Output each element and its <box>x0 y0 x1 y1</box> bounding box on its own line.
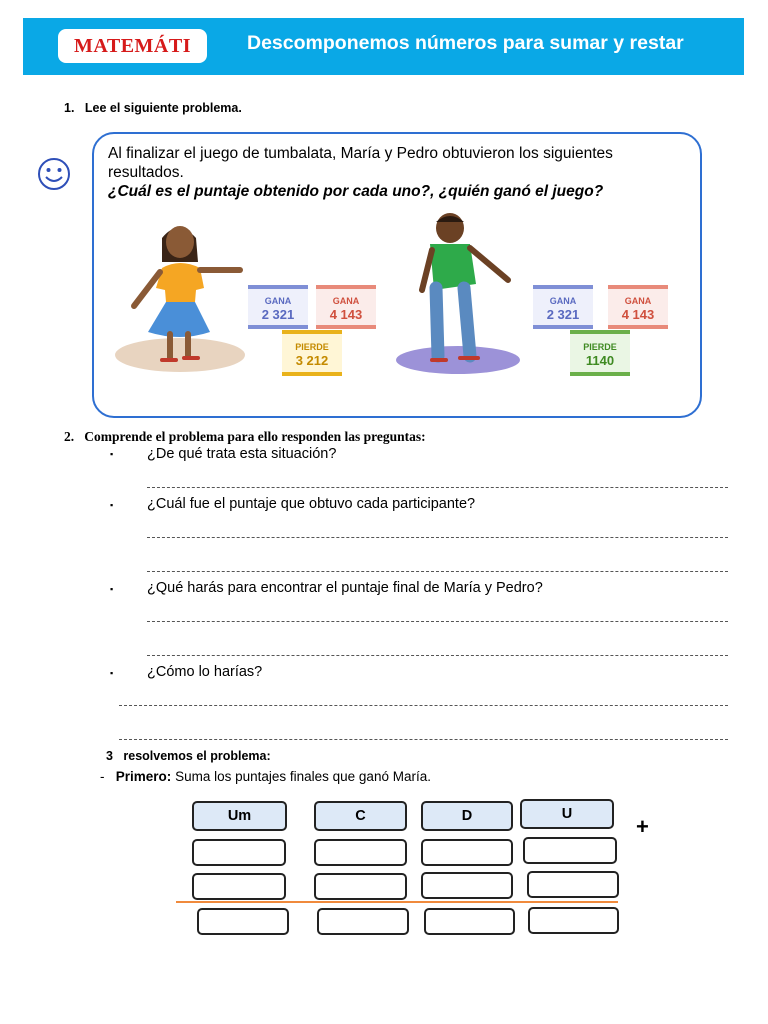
result-box[interactable] <box>317 908 409 935</box>
bullet-2: ▪ <box>110 500 114 510</box>
header-d: D <box>421 801 513 831</box>
can-maria-2 <box>316 285 376 329</box>
digit-box[interactable] <box>421 872 513 899</box>
problem-question: ¿Cuál es el puntaje obtenido por cada uno?, ¿quién ganó el juego? <box>108 183 604 200</box>
digit-box[interactable] <box>527 871 619 898</box>
section-1-title: Lee el siguiente problema. <box>84 101 242 115</box>
can-value: 4 143 <box>329 307 363 322</box>
plus-sign: + <box>636 814 649 839</box>
can-pedro-2 <box>608 285 668 329</box>
bullet-4: ▪ <box>110 668 114 678</box>
can-word: PIERDE <box>295 342 329 352</box>
answer-line[interactable] <box>147 621 728 622</box>
header-c: C <box>314 801 407 831</box>
can-value: 2 321 <box>261 307 295 322</box>
can-value: 1140 <box>585 353 615 368</box>
sum-line <box>176 901 618 903</box>
answer-line[interactable] <box>119 705 728 706</box>
bullet-3: ▪ <box>110 584 114 594</box>
answer-line[interactable] <box>119 739 728 740</box>
result-box[interactable] <box>528 907 619 934</box>
result-box[interactable] <box>197 908 289 935</box>
tumbalata-illustration <box>100 210 690 410</box>
section-1-heading <box>64 101 242 115</box>
answer-line[interactable] <box>147 537 728 538</box>
section-3-number: 3 <box>106 749 113 763</box>
question-3: ¿Qué harás para encontrar el puntaje final de María y Pedro? <box>147 580 543 596</box>
can-pedro-3 <box>570 330 630 376</box>
answer-line[interactable] <box>147 655 728 656</box>
result-box[interactable] <box>424 908 515 935</box>
section-3-heading <box>106 749 271 763</box>
digit-box[interactable] <box>314 873 407 900</box>
can-maria-1 <box>248 285 308 329</box>
question-4: ¿Cómo lo harías? <box>147 664 263 680</box>
header-um: Um <box>192 801 287 831</box>
header-banner <box>23 18 744 75</box>
can-word: GANA <box>332 296 360 306</box>
can-pedro-1 <box>533 285 593 329</box>
section-1-number: 1. <box>64 101 75 115</box>
digit-box[interactable] <box>192 873 286 900</box>
answer-line[interactable] <box>147 571 728 572</box>
section-2-number: 2. <box>64 429 75 444</box>
can-word: GANA <box>264 296 292 306</box>
section-2-heading <box>64 429 426 445</box>
section-2-title: Comprende el problema para ello responden las preguntas: <box>84 429 426 444</box>
problem-text-block <box>108 144 688 201</box>
section-3-title: resolvemos el problema: <box>123 749 271 763</box>
can-maria-3 <box>282 330 342 376</box>
step-label: Primero: <box>115 769 172 784</box>
step-instruction <box>100 769 431 784</box>
can-value: 3 212 <box>295 353 329 368</box>
answer-line[interactable] <box>147 487 728 488</box>
step-dash: - <box>100 769 105 784</box>
can-word: GANA <box>624 296 652 306</box>
step-text: Suma los puntajes finales que ganó María. <box>175 769 431 784</box>
can-word: PIERDE <box>583 342 617 352</box>
pedro-illustration <box>396 213 520 374</box>
page-title: Descomponemos números para sumar y restar <box>247 32 684 54</box>
can-value: 4 143 <box>621 307 655 322</box>
bullet-1: ▪ <box>110 449 114 459</box>
question-2: ¿Cuál fue el puntaje que obtuvo cada participante? <box>147 496 476 512</box>
smiley-icon <box>37 157 71 191</box>
can-word: GANA <box>549 296 577 306</box>
digit-box[interactable] <box>314 839 407 866</box>
question-1: ¿De qué trata esta situación? <box>147 446 337 462</box>
subject-badge: MATEMÁTI <box>58 29 207 63</box>
header-u: U <box>520 799 614 829</box>
digit-box[interactable] <box>523 837 617 864</box>
maria-illustration <box>115 226 245 372</box>
digit-box[interactable] <box>192 839 286 866</box>
digit-box[interactable] <box>421 839 513 866</box>
can-value: 2 321 <box>546 307 580 322</box>
problem-text: Al finalizar el juego de tumbalata, María y Pedro obtuvieron los siguientes resultados. <box>108 145 613 181</box>
